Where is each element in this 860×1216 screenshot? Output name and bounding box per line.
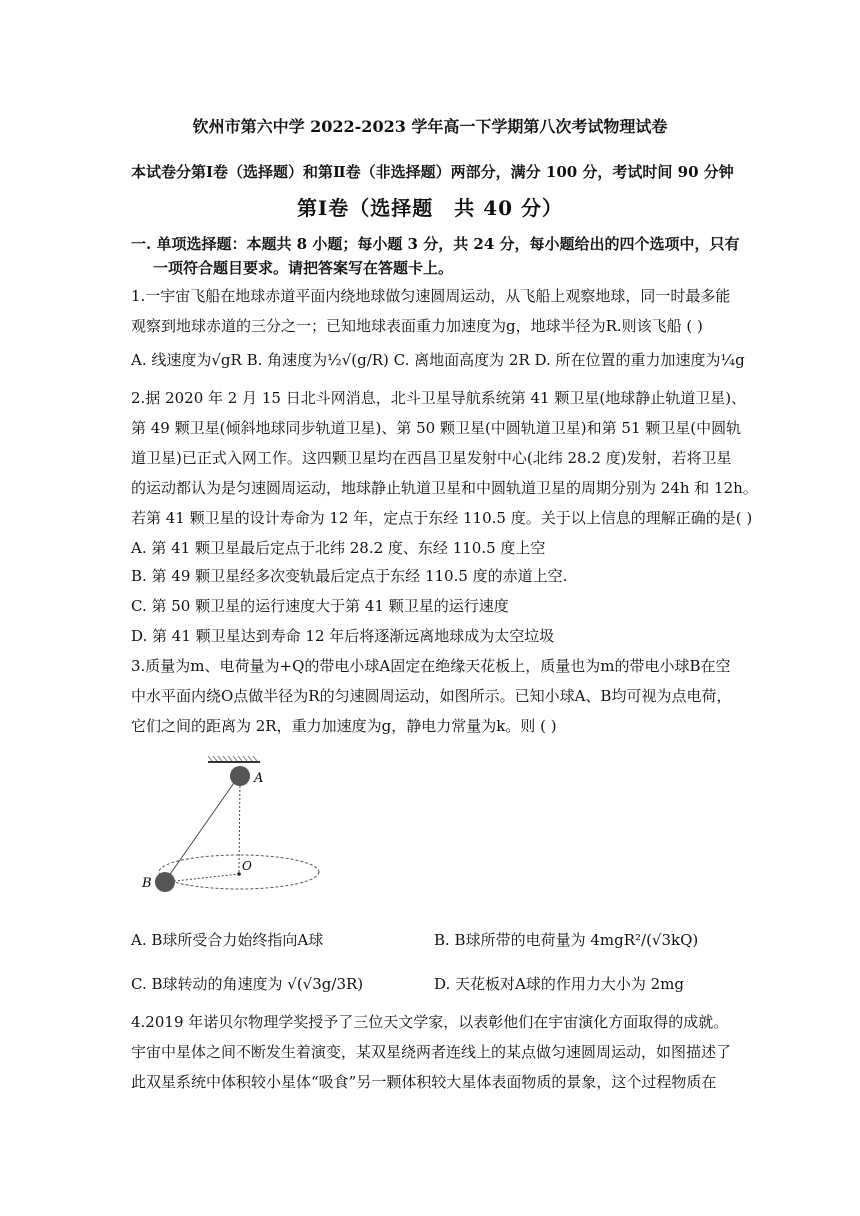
q3-option-b: B. B球所带的电荷量为 4mgR²/(√3kQ)	[434, 931, 699, 949]
q2-line-3: 道卫星)已正式入网工作。这四颗卫星均在西昌卫星发射中心(北纬 28.2 度)发射，若将卫星	[131, 449, 732, 467]
q3-figure	[136, 752, 336, 902]
q4-line-1: 4.2019 年诺贝尔物理学奖授予了三位天文学家，以表彰他们在宇宙演化方面取得的成就。	[131, 1013, 729, 1031]
q2-line-1: 2.据 2020 年 2 月 15 日北斗网消息，北斗卫星导航系统第 41 颗卫星(地球静止轨道卫星)、	[131, 389, 747, 407]
section-instructions-1: 一. 单项选择题：本题共 8 小题；每小题 3 分，共 24 分，每小题给出的四个选项中，只有	[131, 235, 740, 253]
ceiling-hatch	[208, 756, 257, 761]
b-to-o-line	[166, 874, 239, 882]
q3-option-c: C. B球转动的角速度为 √(√3g/3R)	[131, 975, 364, 993]
q2-option-b: B. 第 49 颗卫星经多次变轨最后定点于东经 110.5 度的赤道上空.	[131, 567, 568, 585]
q4-line-3: 此双星系统中体积较小星体“吸食”另一颗体积较大星体表面物质的景象，这个过程物质在	[131, 1073, 717, 1091]
center-o	[237, 872, 241, 876]
vertical-axis-line	[239, 778, 240, 872]
q2-line-2: 第 49 颗卫星(倾斜地球同步轨道卫星)、第 50 颗卫星(中圆轨道卫星)和第 51 颗卫星(中圆轨	[131, 419, 742, 437]
q2-option-d: D. 第 41 颗卫星达到寿命 12 年后将逐渐远离地球成为太空垃圾	[131, 627, 555, 645]
ball-b	[155, 872, 175, 892]
q1-line-1: 1.一宇宙飞船在地球赤道平面内绕地球做匀速圆周运动，从飞船上观察地球，同一时最多能	[131, 287, 731, 305]
q1-options: A. 线速度为√gR B. 角速度为½√(g/R) C. 离地面高度为 2R D. 所在位置的重力加速度为¼g	[131, 351, 745, 369]
q3-option-d: D. 天花板对A球的作用力大小为 2mg	[434, 975, 684, 993]
q2-line-4: 的运动都认为是匀速圆周运动，地球静止轨道卫星和中圆轨道卫星的周期分别为 24h 和 12h。	[131, 479, 758, 497]
a-to-b-line	[166, 780, 236, 880]
exam-title: 钦州市第六中学 2022-2023 学年高一下学期第八次考试物理试卷	[192, 117, 668, 136]
label-a: A	[254, 771, 264, 786]
q3-option-a: A. B球所受合力始终指向A球	[131, 931, 324, 949]
q4-line-2: 宇宙中星体之间不断发生着演变，某双星绕两者连线上的某点做匀速圆周运动，如图描述了	[131, 1043, 732, 1061]
q1-line-2: 观察到地球赤道的三分之一；已知地球表面重力加速度为g，地球半径为R.则该飞船 ( )	[131, 317, 703, 335]
label-o: O	[242, 859, 252, 873]
q2-option-a: A. 第 41 颗卫星最后定点于北纬 28.2 度、东经 110.5 度上空	[131, 539, 546, 557]
label-b: B	[142, 876, 152, 891]
q3-line-3: 它们之间的距离为 2R，重力加速度为g，静电力常量为k。则 ( )	[131, 717, 557, 735]
q3-line-2: 中水平面内绕O点做半径为R的匀速圆周运动，如图所示。已知小球A、B均可视为点电荷，	[131, 687, 732, 705]
q2-option-c: C. 第 50 颗卫星的运行速度大于第 41 颗卫星的运行速度	[131, 597, 509, 615]
section-heading: 第Ⅰ卷（选择题 共 40 分）	[296, 196, 564, 220]
ball-a	[230, 766, 250, 786]
section-instructions-2: 一项符合题目要求。请把答案写在答题卡上。	[153, 259, 454, 277]
q3-line-1: 3.质量为m、电荷量为+Q的带电小球A固定在绝缘天花板上，质量也为m的带电小球B在空	[131, 657, 731, 675]
exam-info: 本试卷分第Ⅰ卷（选择题）和第Ⅱ卷（非选择题）两部分，满分 100 分，考试时间 90 分钟	[131, 163, 734, 181]
q2-line-5: 若第 41 颗卫星的设计寿命为 12 年，定点于东经 110.5 度。关于以上信息的理解正确的是( )	[131, 509, 753, 527]
